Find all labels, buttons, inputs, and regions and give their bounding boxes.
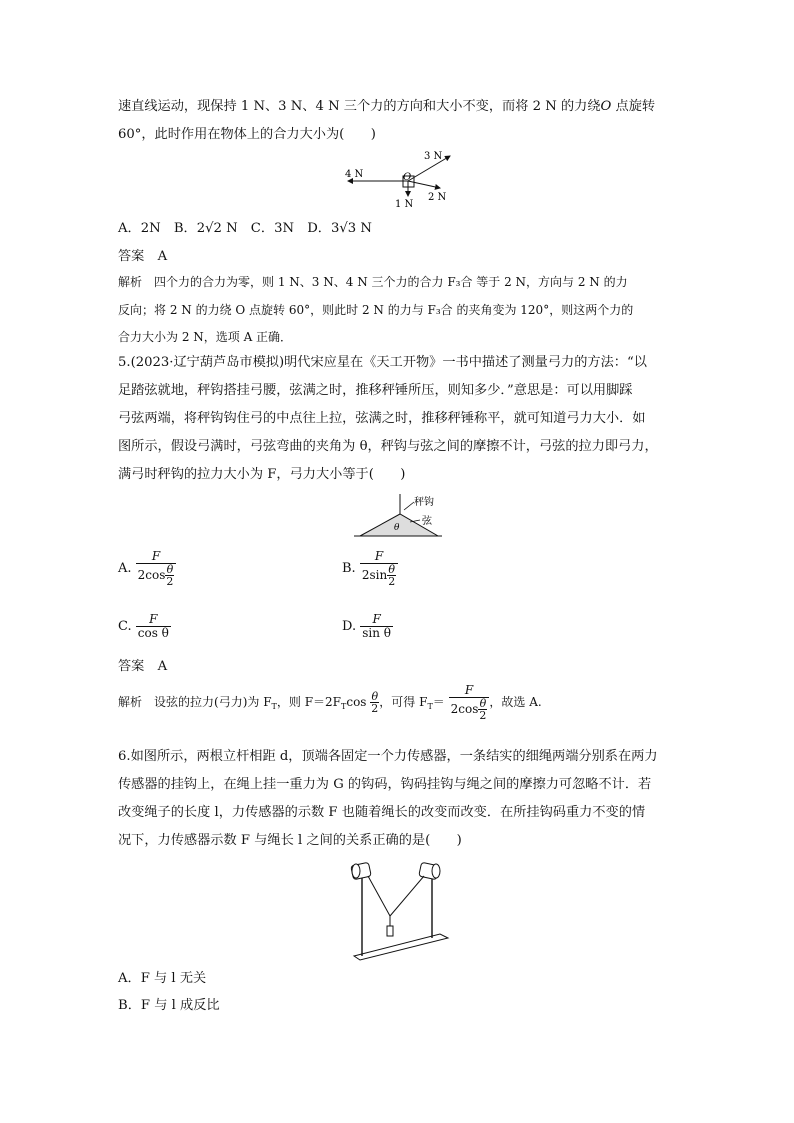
q5-option-d: D. $\frac{F}{\text{sin θ}}$ [342,612,391,641]
rope-right [390,876,424,916]
q4-analysis-line-3: 合力大小为 2 N，选项 A 正确． [118,330,293,344]
q5-text-line-2: 足踏弦就地，秤钩搭挂弓腰，弦满之时，推移秤锤所压，则知多少．”意思是：可以用脚踩 [118,383,633,398]
q4-text-line-1: 速直线运动，现保持 1 N、3 N、4 N 三个力的方向和大小不变，而将 2 N 的力绕O 点旋转 [118,99,656,114]
q5-option-c: C. $\frac{F}{\text{cos θ}}$ [118,612,169,641]
base-plank [354,934,448,960]
q4-analysis-line-2: 反向；将 2 N 的力绕 O 点旋转 60°，则此时 2 N 的力与 F₃合 的夹角变为 120°，则这两个力的 [118,303,634,317]
label-string: 弦 [422,516,432,527]
q5-answer: 答案 A [118,659,168,674]
q5-option-b: B. F 2sin $\frac{\theta}{2}$ [342,550,398,587]
q5-text-line-1: 5.(2023·辽宁葫芦岛市模拟)明代宋应星在《天工开物》一书中描述了测量弓力的方法：“以 [118,355,647,370]
label-3n: 3 N [424,151,443,162]
q4-options: A．2N B．2√2 N C．3N D．3√3 N [118,221,372,236]
q6-sensor-diagram [340,852,452,962]
q4-analysis-line-1: 解析 四个力的合力为零，则 1 N、3 N、4 N 三个力的合力 F₃合 等于 2 N，方向与 2 N 的力 [118,275,628,289]
label-theta: θ [394,523,400,533]
label-hook: 秤钩 [414,497,434,508]
q6-text-line-1: 6.如图所示，两根立杆相距 d，顶端各固定一个力传感器，一条结实的细绳两端分别系在两力 [118,749,658,764]
q4-answer: 答案 A [118,249,168,264]
q6-option-a: A．F 与 l 无关 [118,971,207,986]
q6-text-line-2: 传感器的挂钩上，在绳上挂一重力为 G 的钩码，钩码挂钩与绳之间的摩擦力可忽略不计．若 [118,777,652,792]
label-4n: 4 N [345,169,364,180]
q5-bow-diagram [352,492,444,544]
q5-analysis: 解析 设弦的拉力(弓力)为 $F_T$，则 $F=2F_T\cos$ $\frac{\theta}{2}$ ，可得 $F_T=$ F 2cos $\frac{\theta}{2}$ ，故选 A. [118,683,542,723]
q5-option-a: A. F 2cos $\frac{\theta}{2}$ [118,550,176,587]
hook-weight [387,926,393,936]
q4-text-line-2: 60°，此时作用在物体上的合力大小为( ) [118,127,376,142]
label-1n: 1 N [395,199,414,210]
q5-text-line-3: 弓弦两端，将秤钩钩住弓的中点往上拉，弦满之时，推移秤锤称平，就可知道弓力大小．如 [118,411,646,426]
label-2n: 2 N [428,192,447,203]
q4-force-diagram [340,148,460,210]
q5-text-line-5: 满弓时秤钩的拉力大小为 F，弓力大小等于( ) [118,467,406,482]
q5-text-line-4: 图所示，假设弓满时，弓弦弯曲的夹角为 θ，秤钩与弦之间的摩擦不计，弓弦的拉力即弓力， [118,439,658,454]
q6-text-line-3: 改变绳子的长度 l，力传感器的示数 F 也随着绳长的改变而改变．在所挂钩码重力不变的情 [118,805,646,820]
label-o: O [403,172,412,183]
q6-option-b: B．F 与 l 成反比 [118,998,220,1013]
q6-text-line-4: 况下，力传感器示数 F 与绳长 l 之间的关系正确的是( ) [118,833,462,848]
rope-left [368,876,390,916]
